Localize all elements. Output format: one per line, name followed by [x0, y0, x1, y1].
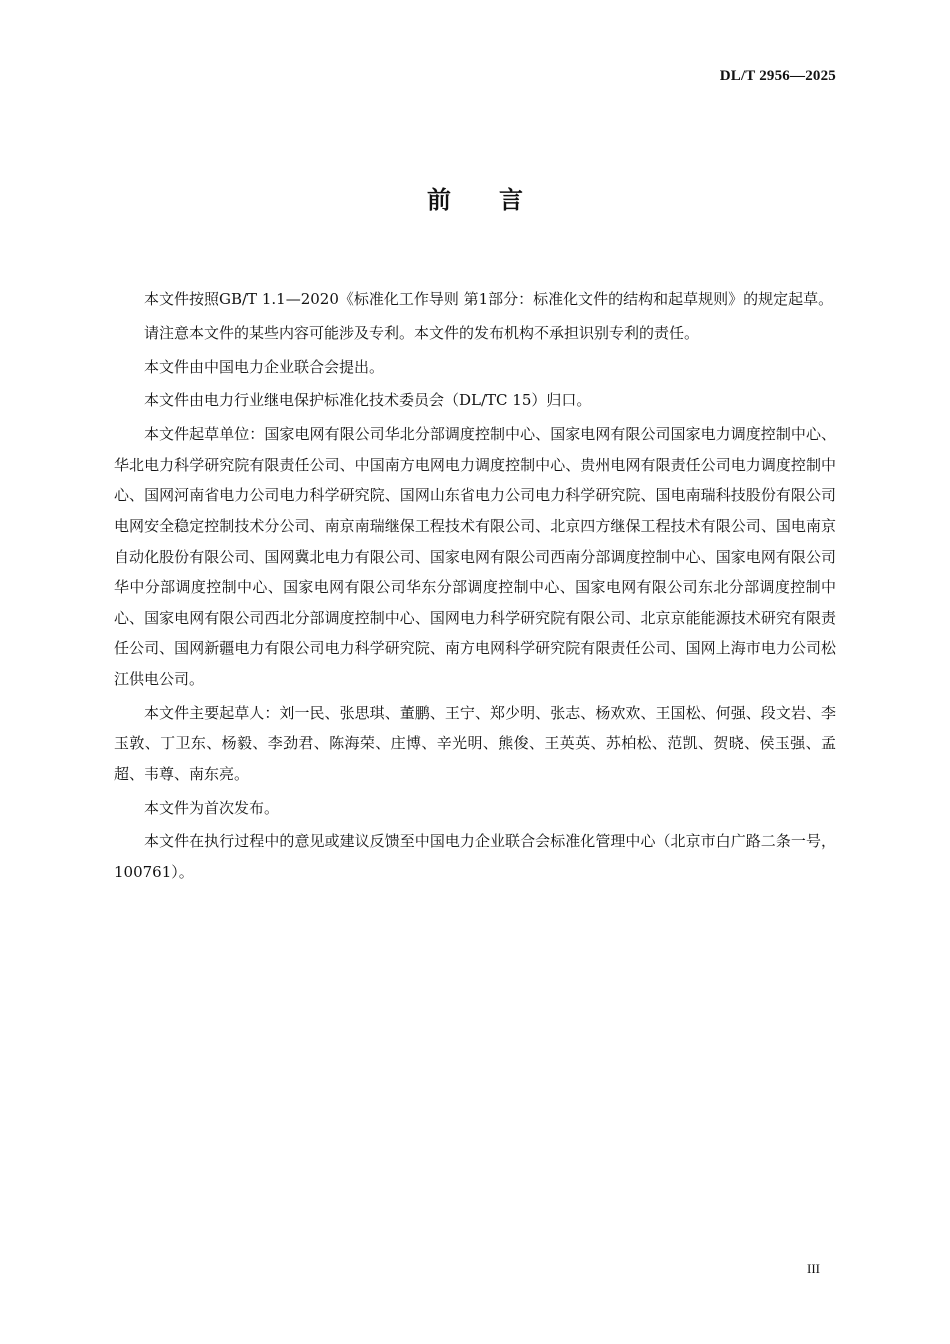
paragraph-drafters: 本文件主要起草人：刘一民、张思琪、董鹏、王宁、郑少明、张志、杨欢欢、王国松、何强、段文岩、李玉敦、丁卫东、杨毅、李劲君、陈海荣、庄博、辛光明、熊俊、王英英、苏柏松、范凯、贺晓、侯玉强、孟超、韦尊、南东亮。	[114, 703, 836, 783]
paragraph-patent-notice: 请注意本文件的某些内容可能涉及专利。本文件的发布机构不承担识别专利的责任。	[144, 323, 700, 342]
paragraph-drafting-units: 本文件起草单位：国家电网有限公司华北分部调度控制中心、国家电网有限公司国家电力调度控制中心、华北电力科学研究院有限责任公司、中国南方电网电力调度控制中心、贵州电网有限责任公司电力调度控制中心、国网河南省电力公司电力科学研究院、国网山东省电力公司电力科学研究院、国电南瑞科技股份有限公司电网安全稳定控制技术分公司、南京南瑞继保工程技术有限公司、北京四方继保工程技术有限公司、国电南京自动化股份有限公司、国网冀北电力有限公司、国家电网有限公司西南分部调度控制中心、国家电网有限公司华中分部调度控制中心、国家电网有限公司华东分部调度控制中心、国家电网有限公司东北分部调度控制中心、国家电网有限公司西北分部调度控制中心、国网电力科学研究院有限公司、北京京能能源技术研究有限责任公司、国网新疆电力有限公司电力科学研究院、南方电网科学研究院有限责任公司、国网上海市电力公司松江供电公司。	[114, 425, 836, 688]
page-number: III	[807, 1261, 820, 1276]
foreword-body	[114, 284, 836, 891]
page-title: 前言	[427, 186, 571, 214]
paragraph-proposer: 本文件由中国电力企业联合会提出。	[144, 357, 385, 376]
paragraph-technical-committee: 本文件由电力行业继电保护标准化技术委员会（DL/TC 15）归口。	[144, 391, 592, 410]
standard-code: DL/T 2956—2025	[719, 68, 836, 84]
paragraph-first-release: 本文件为首次发布。	[144, 798, 280, 817]
paragraph-drafting-rules: 本文件按照GB/T 1.1—2020《标准化工作导则 第1部分：标准化文件的结构和起草规则》的规定起草。	[144, 290, 834, 308]
paragraph-feedback: 本文件在执行过程中的意见或建议反馈至中国电力企业联合会标准化管理中心（北京市白广路二条一号，100761）。	[114, 832, 836, 881]
